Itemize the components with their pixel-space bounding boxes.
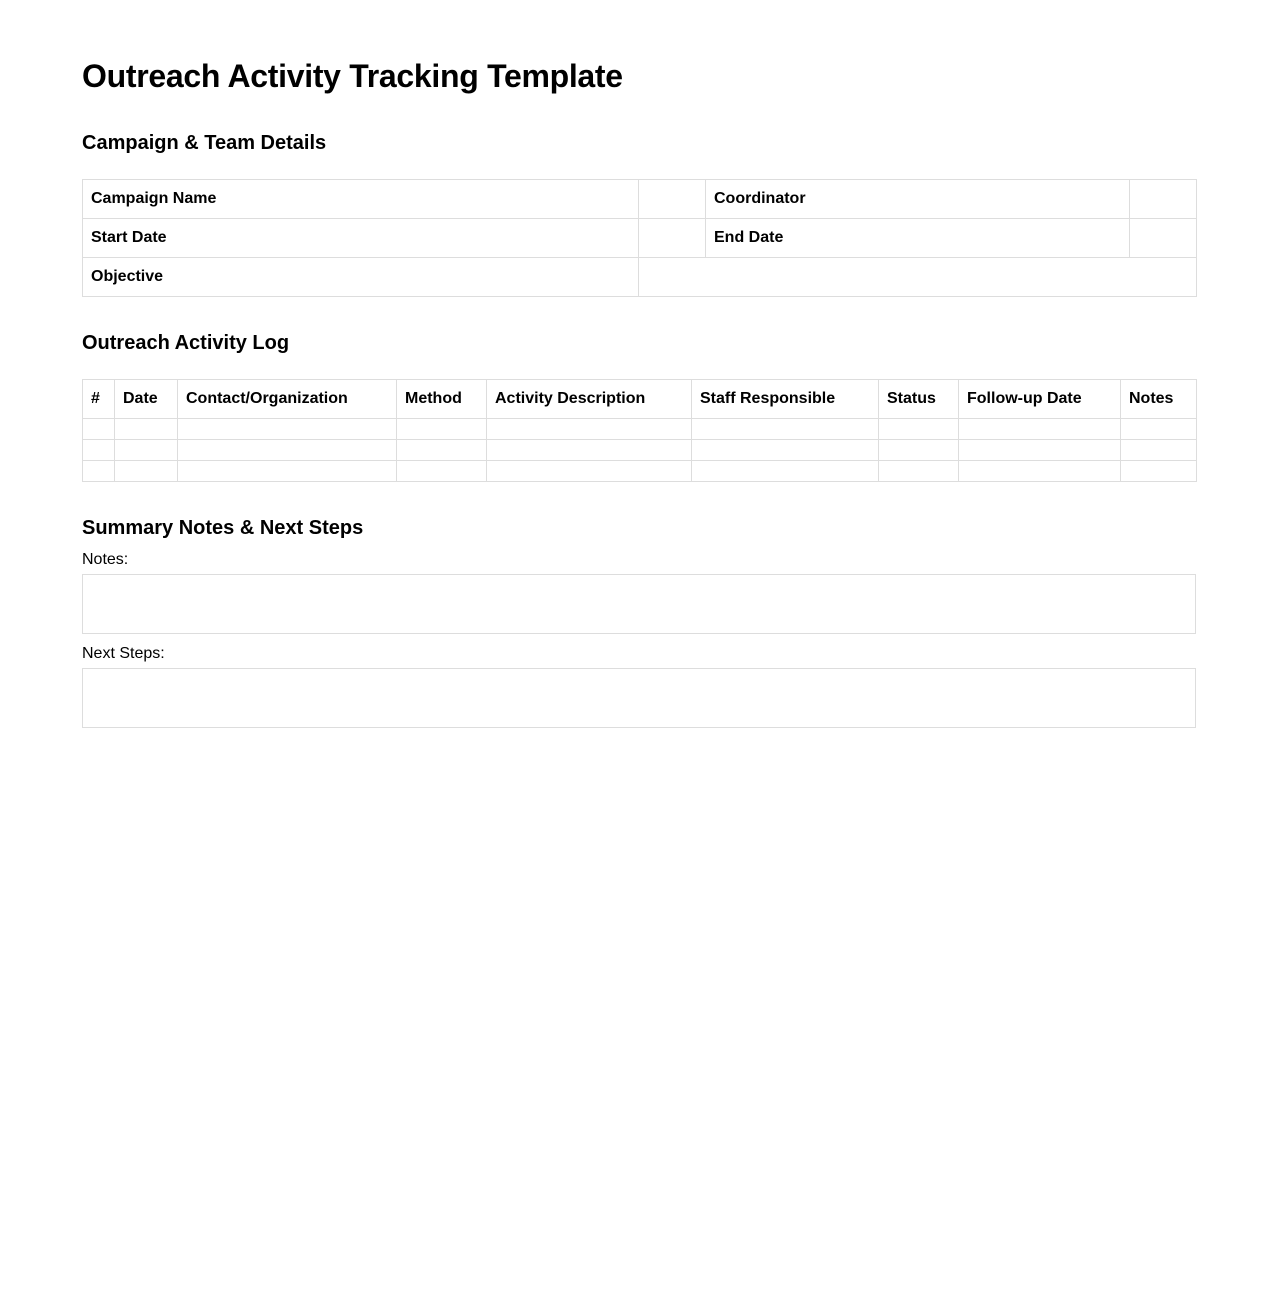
next-steps-label: Next Steps: xyxy=(82,645,165,662)
notes-label: Notes: xyxy=(82,551,129,568)
objective-field[interactable] xyxy=(639,258,1197,297)
activity-log-table xyxy=(82,379,1197,482)
table-cell[interactable] xyxy=(83,440,115,461)
start-date-label: Start Date xyxy=(83,219,639,258)
table-cell[interactable] xyxy=(1121,419,1197,440)
end-date-label: End Date xyxy=(706,219,1130,258)
table-cell[interactable] xyxy=(959,461,1121,482)
table-cell[interactable] xyxy=(487,419,692,440)
table-header-row xyxy=(83,380,1197,419)
column-header: Date xyxy=(115,380,178,419)
campaign-name-field[interactable] xyxy=(639,180,706,219)
section-heading-details: Campaign & Team Details xyxy=(82,132,327,154)
table-cell[interactable] xyxy=(83,419,115,440)
column-header: Contact/Organization xyxy=(178,380,397,419)
campaign-details-table xyxy=(82,179,1197,297)
section-heading-log: Outreach Activity Log xyxy=(82,332,290,354)
column-header: Follow-up Date xyxy=(959,380,1121,419)
table-row xyxy=(83,180,1197,219)
next-steps-input[interactable] xyxy=(82,668,1196,728)
table-cell[interactable] xyxy=(959,440,1121,461)
table-cell[interactable] xyxy=(487,440,692,461)
table-cell[interactable] xyxy=(115,440,178,461)
table-cell[interactable] xyxy=(692,461,879,482)
table-cell[interactable] xyxy=(397,419,487,440)
column-header: Notes xyxy=(1121,380,1197,419)
table-row xyxy=(83,440,1197,461)
campaign-name-label: Campaign Name xyxy=(83,180,639,219)
column-header: Method xyxy=(397,380,487,419)
table-cell[interactable] xyxy=(178,419,397,440)
table-cell[interactable] xyxy=(115,461,178,482)
table-cell[interactable] xyxy=(692,440,879,461)
table-cell[interactable] xyxy=(397,461,487,482)
table-cell[interactable] xyxy=(178,440,397,461)
page-title: Outreach Activity Tracking Template xyxy=(82,58,623,94)
column-header: Staff Responsible xyxy=(692,380,879,419)
table-row xyxy=(83,219,1197,258)
table-cell[interactable] xyxy=(115,419,178,440)
start-date-field[interactable] xyxy=(639,219,706,258)
table-row xyxy=(83,419,1197,440)
table-row xyxy=(83,461,1197,482)
table-cell[interactable] xyxy=(178,461,397,482)
table-cell[interactable] xyxy=(397,440,487,461)
notes-input[interactable] xyxy=(82,574,1196,634)
table-cell[interactable] xyxy=(1121,440,1197,461)
table-cell[interactable] xyxy=(692,419,879,440)
table-cell[interactable] xyxy=(879,419,959,440)
column-header: Activity Description xyxy=(487,380,692,419)
table-cell[interactable] xyxy=(879,461,959,482)
column-header: Status xyxy=(879,380,959,419)
coordinator-label: Coordinator xyxy=(706,180,1130,219)
table-row xyxy=(83,258,1197,297)
table-cell[interactable] xyxy=(1121,461,1197,482)
table-cell[interactable] xyxy=(83,461,115,482)
table-cell[interactable] xyxy=(959,419,1121,440)
table-cell[interactable] xyxy=(487,461,692,482)
section-heading-summary: Summary Notes & Next Steps xyxy=(82,517,364,539)
end-date-field[interactable] xyxy=(1130,219,1197,258)
column-header: # xyxy=(83,380,115,419)
objective-label: Objective xyxy=(83,258,639,297)
table-cell[interactable] xyxy=(879,440,959,461)
coordinator-field[interactable] xyxy=(1130,180,1197,219)
